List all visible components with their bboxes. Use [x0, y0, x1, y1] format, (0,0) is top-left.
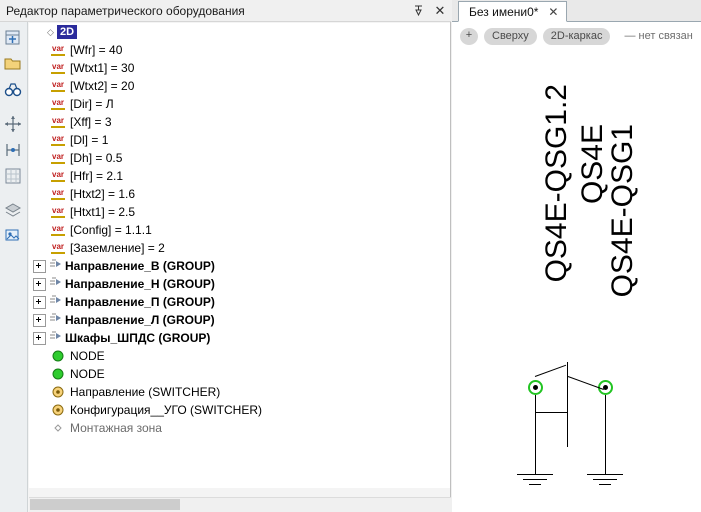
tree-item-label: [Заземление] = 2 [70, 241, 165, 255]
badge-2d: 2D [57, 25, 77, 39]
small-diamond-icon [51, 421, 65, 435]
tree-item-label: [Wtxt1] = 30 [70, 61, 135, 75]
grid-icon[interactable] [0, 164, 26, 188]
group-icon [49, 294, 65, 311]
tree-item-label: Направление_Л (GROUP) [65, 313, 215, 327]
ground-symbol-line [593, 479, 617, 480]
group-icon [49, 276, 65, 293]
tree-item-label: Шкафы_ШПДС (GROUP) [65, 331, 211, 345]
tree-row-group[interactable] [29, 275, 450, 293]
expander-icon[interactable] [33, 260, 46, 273]
layers-icon[interactable] [0, 198, 26, 222]
tree-row-group[interactable] [29, 257, 450, 275]
tree-item-label: NODE [70, 367, 105, 381]
panel-title-buttons [411, 2, 447, 18]
align-nodes-icon[interactable] [0, 138, 26, 162]
document-tab[interactable] [458, 1, 567, 22]
tree-row-zone[interactable] [29, 419, 450, 437]
variable-icon: var [51, 134, 65, 146]
link-status-button[interactable]: — нет связан [624, 29, 693, 42]
tree-item-label: [Dir] = Л [70, 97, 114, 111]
designation-label: QS4E-QSG1 [606, 124, 639, 298]
tree-row-variable[interactable] [29, 239, 450, 257]
tree-row-switcher[interactable] [29, 383, 450, 401]
variable-icon: var [51, 80, 65, 92]
small-diamond-icon: ◇ [47, 26, 54, 37]
editor-tool-rail [0, 22, 28, 512]
crossbar-line [535, 412, 568, 413]
lead-line [605, 395, 606, 447]
tree-item-label: [Dl] = 1 [70, 133, 109, 147]
tree-row-variable[interactable] [29, 131, 450, 149]
panel-titlebar [0, 0, 451, 22]
panel-title: Редактор параметрического оборудования [6, 3, 245, 18]
tree-row-variable[interactable] [29, 95, 450, 113]
tree-item-label: NODE [70, 349, 105, 363]
tree-row-root[interactable] [29, 23, 450, 41]
green-circle-icon [51, 367, 65, 381]
tree-item-label: [Wtxt2] = 20 [70, 79, 135, 93]
variable-icon: var [51, 188, 65, 200]
expander-icon[interactable] [33, 314, 46, 327]
viewport-overlay-toolbar [452, 26, 701, 46]
variable-icon: var [51, 44, 65, 56]
lead-line [535, 395, 536, 447]
tree-row-variable[interactable] [29, 167, 450, 185]
tree-row-group[interactable] [29, 311, 450, 329]
add-view-button[interactable]: + [460, 28, 478, 45]
blade-line [535, 365, 566, 377]
switcher-icon [51, 403, 65, 417]
new-element-icon[interactable] [0, 26, 26, 50]
tree-item-label: Направление_П (GROUP) [65, 295, 215, 309]
close-icon[interactable]: ✕ [434, 2, 446, 18]
switch-symbol-graphic [512, 352, 692, 512]
pin-icon[interactable] [411, 2, 425, 18]
tree-item-label: [Config] = 1.1.1 [70, 223, 152, 237]
document-view-panel [452, 0, 701, 512]
scrollbar-thumb[interactable] [30, 499, 180, 510]
document-tab-label: Без имени0* [469, 4, 539, 19]
tree-item-label: [Hfr] = 2.1 [70, 169, 124, 183]
tree-row-variable[interactable] [29, 185, 450, 203]
view-direction-button[interactable]: Сверху [484, 28, 537, 45]
close-icon[interactable]: ✕ [548, 4, 559, 19]
variable-icon: var [51, 242, 65, 254]
variable-icon: var [51, 152, 65, 164]
designation-label: QS4E [576, 124, 609, 205]
tree-row-group[interactable] [29, 293, 450, 311]
lead-line [535, 447, 536, 474]
tree-item-label: Направление (SWITCHER) [70, 385, 221, 399]
terminal-node-left[interactable] [528, 380, 543, 395]
tree-item-label: [Htxt1] = 2.5 [70, 205, 136, 219]
open-folder-icon[interactable] [0, 52, 26, 76]
tree-row-node[interactable] [29, 347, 450, 365]
group-icon [49, 330, 65, 347]
ground-symbol-line [529, 484, 541, 485]
ground-symbol-line [599, 484, 611, 485]
tree-row-variable[interactable] [29, 41, 450, 59]
rail-separator-2 [0, 190, 27, 198]
insert-graphic-icon[interactable] [0, 224, 26, 248]
rail-separator [0, 104, 27, 112]
tree-row-variable[interactable] [29, 203, 450, 221]
object-tree[interactable] [29, 23, 450, 488]
tree-item-label: Направление_Н (GROUP) [65, 277, 215, 291]
tree-item-label: Конфигурация__УГО (SWITCHER) [70, 403, 262, 417]
switcher-icon [51, 385, 65, 399]
group-icon [49, 258, 65, 275]
tree-item-label: Монтажная зона [70, 421, 162, 435]
binoculars-icon[interactable] [0, 78, 26, 102]
ground-symbol-line [517, 474, 553, 475]
lead-line [605, 447, 606, 474]
ground-symbol-line [523, 479, 547, 480]
variable-icon: var [51, 206, 65, 218]
tree-row-node[interactable] [29, 365, 450, 383]
move-nodes-icon[interactable] [0, 112, 26, 136]
tree-row-variable[interactable] [29, 113, 450, 131]
tree-item-label: [Dh] = 0.5 [70, 151, 123, 165]
tree-row-variable[interactable] [29, 221, 450, 239]
tree-item-label: [Htxt2] = 1.6 [70, 187, 136, 201]
group-icon [49, 312, 65, 329]
tree-row-variable[interactable] [29, 77, 450, 95]
tree-item-label: [Xff] = 3 [70, 115, 112, 129]
visual-style-button[interactable]: 2D-каркас [543, 28, 611, 45]
expander-icon[interactable] [33, 332, 46, 345]
variable-icon: var [51, 116, 65, 128]
tree-row-group[interactable] [29, 329, 450, 347]
designation-label: QS4E-QSG1.2 [540, 84, 573, 283]
tree-horizontal-scrollbar[interactable] [29, 497, 451, 512]
tree-row-variable[interactable] [29, 59, 450, 77]
document-tabstrip [452, 0, 701, 22]
ground-symbol-line [587, 474, 623, 475]
tree-row-switcher[interactable] [29, 401, 450, 419]
expander-icon[interactable] [33, 278, 46, 291]
tree-item-label: Направление_В (GROUP) [65, 259, 215, 273]
expander-icon[interactable] [33, 296, 46, 309]
green-circle-icon [51, 349, 65, 363]
tree-item-label: [Wfr] = 40 [70, 43, 123, 57]
variable-icon: var [51, 170, 65, 182]
contact-bar [567, 362, 568, 447]
vertical-text-labels [452, 50, 701, 350]
variable-icon: var [51, 62, 65, 74]
drawing-viewport[interactable] [452, 22, 701, 512]
variable-icon: var [51, 224, 65, 236]
variable-icon: var [51, 98, 65, 110]
tree-row-variable[interactable] [29, 149, 450, 167]
